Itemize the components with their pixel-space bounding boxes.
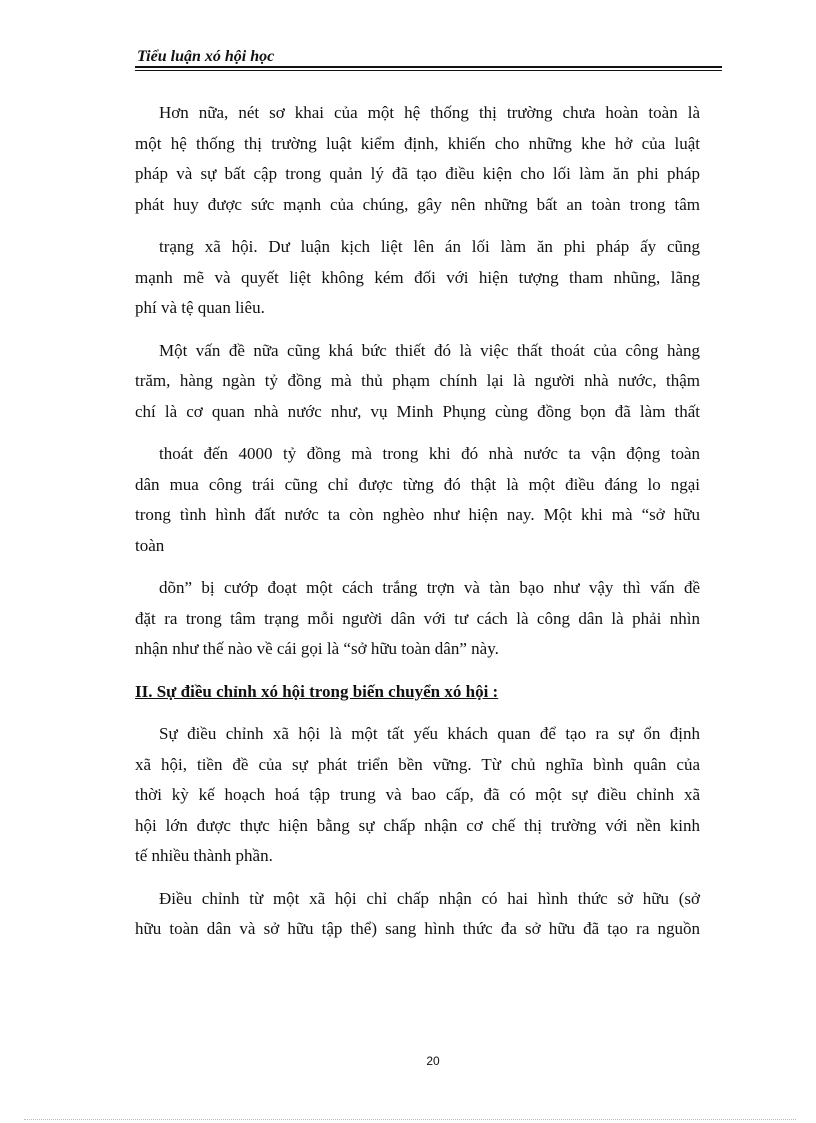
text-line: nhận như thế nào về cái gọi là “sở hữu toàn dân” này.: [135, 639, 499, 658]
page-header: [135, 44, 722, 70]
text-line: trong tình hình đất nước ta còn nghèo như hiện nay. Một khi mà “sở hữu: [135, 505, 700, 524]
text-line: trăm, hàng ngàn tỷ đồng mà thủ phạm chính lại là người nhà nước, thậm: [135, 371, 700, 390]
paragraph-1: [135, 98, 700, 220]
text-line: dõn” bị cướp đoạt một cách trắng trợn và tàn bạo như vậy thì vấn đề: [159, 578, 700, 597]
header-title: Tiểu luận xó hội học: [137, 48, 275, 65]
paragraph-4: [135, 439, 700, 561]
text-line: trạng xã hội. Dư luận kịch liệt lên án lối làm ăn phi pháp ấy cũng: [159, 237, 700, 256]
text-line: Hơn nữa, nét sơ khai của một hệ thống thị trường chưa hoàn toàn là: [159, 103, 700, 122]
text-line: xã hội, tiền đề của sự phát triển bền vững. Từ chủ nghĩa bình quân của: [135, 754, 700, 774]
text-line: Điều chỉnh từ một xã hội chỉ chấp nhận có hai hình thức sở hữu (sở: [159, 888, 700, 908]
section-heading: II. Sự điều chỉnh xó hội trong biến chuyển xó hội :: [135, 681, 499, 701]
text-line: toàn: [135, 535, 165, 555]
text-line: tế nhiều thành phần.: [135, 846, 273, 865]
text-line: thời kỳ kế hoạch hoá tập trung và bao cấp, đã có một sự điều chỉnh xã: [135, 785, 700, 804]
paragraph-7: [135, 884, 700, 945]
text-line: phí và tệ quan liêu.: [135, 298, 265, 317]
text-line: hữu toàn dân và sở hữu tập thể) sang hình thức đa sở hữu đã tạo ra nguồn: [135, 919, 700, 938]
text-line: pháp và sự bất cập trong quản lý đã tạo điều kiện cho lối làm ăn phi pháp: [135, 164, 700, 183]
header-rule-thin: [135, 70, 722, 71]
text-line: chí là cơ quan nhà nước như, vụ Minh Phụng cùng đồng bọn đã làm thất: [135, 401, 700, 421]
text-line: dân mua công trái cũng chỉ được từng đó thật là một điều đáng lo ngại: [135, 474, 700, 494]
text-line: phát huy được sức mạnh của chúng, gây nên những bất an toàn trong tâm: [135, 194, 700, 214]
text-line: một hệ thống thị trường luật kiểm định, khiến cho những khe hở của luật: [135, 133, 700, 153]
text-line: Sự điều chỉnh xã hội là một tất yếu khách quan để tạo ra sự ổn định: [159, 724, 700, 743]
text-line: mạnh mẽ và quyết liệt không kém đối với hiện tượng tham nhũng, lãng: [135, 267, 700, 287]
text-line: Một vấn đề nữa cũng khá bức thiết đó là việc thất thoát của công hàng: [159, 340, 700, 360]
page-number: 20: [426, 1054, 440, 1068]
header-rule: [135, 66, 722, 68]
page-bottom-divider: [24, 1119, 796, 1120]
paragraph-2: [135, 232, 700, 324]
paragraph-5: [135, 573, 700, 665]
text-line: thoát đến 4000 tỷ đồng mà trong khi đó nhà nước ta vận động toàn: [159, 444, 700, 463]
paragraph-3: [135, 336, 700, 428]
document-body: [135, 98, 700, 945]
paragraph-6: [135, 719, 700, 872]
text-line: hội lớn được thực hiện bằng sự chấp nhận cơ chế thị trường với nền kinh: [135, 815, 700, 835]
text-line: đặt ra trong tâm trạng mỗi người dân với tư cách là công dân là phải nhìn: [135, 608, 700, 628]
